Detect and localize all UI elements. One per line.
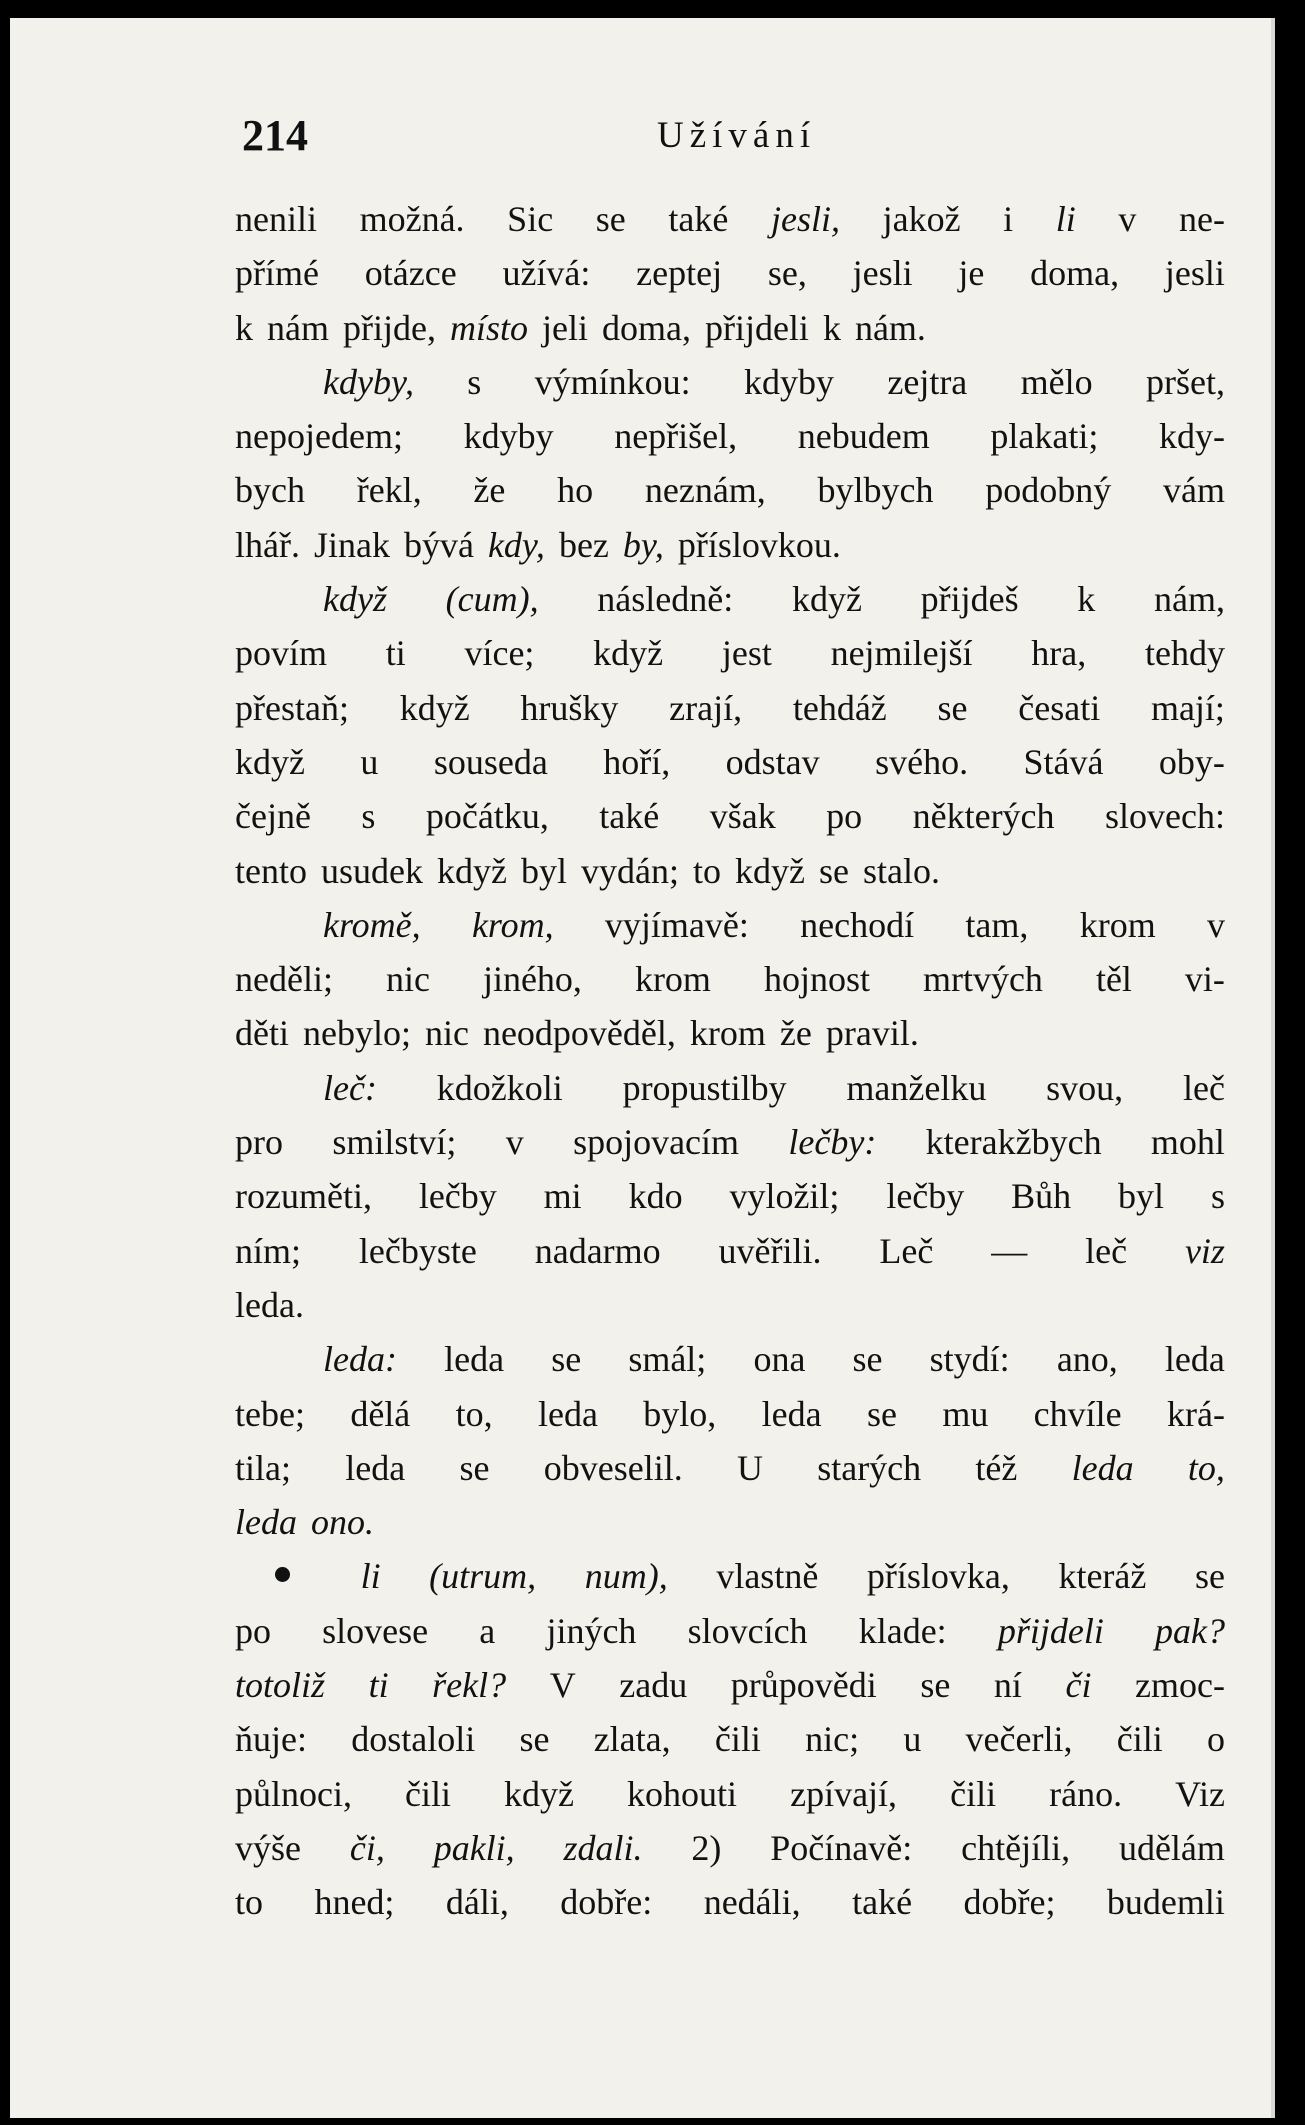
- word: U: [736, 1447, 763, 1488]
- word: ono.: [310, 1502, 374, 1543]
- text-line: [235, 844, 1225, 898]
- word: to: [692, 850, 721, 891]
- word: udělám: [1118, 1827, 1225, 1868]
- word: výmínkou:: [534, 361, 691, 402]
- word: i: [1003, 199, 1014, 239]
- text-line: [235, 1875, 1225, 1929]
- word: vydán;: [580, 850, 679, 891]
- word: jesli: [1164, 253, 1225, 294]
- word: leda: [345, 1447, 406, 1488]
- word: leda: [1164, 1339, 1225, 1380]
- word: hned;: [314, 1882, 395, 1923]
- text-line: [235, 1278, 1225, 1332]
- text-line: [235, 463, 1225, 517]
- word: lhář.: [235, 524, 300, 565]
- word: jiných: [546, 1610, 637, 1651]
- word: ona: [753, 1339, 806, 1380]
- word: jest: [721, 633, 772, 674]
- word: krom,: [471, 904, 554, 945]
- word: kterakžbych: [925, 1122, 1102, 1163]
- word: jakož: [882, 199, 961, 239]
- word: bych: [235, 470, 305, 511]
- word: se: [818, 850, 849, 891]
- word: nám,: [1153, 579, 1225, 620]
- word: jeli: [541, 307, 588, 348]
- word: propustilby: [622, 1067, 787, 1108]
- word: to,: [1187, 1447, 1225, 1488]
- word: (cum),: [445, 579, 539, 620]
- word: příslovka,: [866, 1556, 1010, 1597]
- word: totoliž: [235, 1665, 326, 1706]
- word: to,: [455, 1393, 493, 1434]
- word: zlata,: [593, 1719, 671, 1760]
- word: v: [1207, 904, 1225, 945]
- word: možná.: [359, 199, 465, 239]
- word: budemli: [1106, 1882, 1225, 1923]
- word: byl: [1118, 1176, 1165, 1217]
- word: viz: [1184, 1230, 1225, 1271]
- word: některých: [912, 796, 1055, 837]
- text-line: [235, 1658, 1225, 1712]
- word: neděli;: [235, 959, 333, 1000]
- word: k: [1077, 579, 1096, 620]
- word: kteráž: [1058, 1556, 1147, 1597]
- word: přijde,: [342, 307, 436, 348]
- word: dobře;: [963, 1882, 1056, 1923]
- word: však: [709, 796, 776, 837]
- word: ho: [557, 470, 594, 511]
- word: zrají,: [669, 687, 743, 728]
- word: dáli,: [445, 1882, 509, 1923]
- text-line: [235, 1441, 1225, 1495]
- word: leč:: [323, 1067, 377, 1108]
- word: čili: [405, 1773, 451, 1814]
- word: nepojedem;: [235, 416, 403, 457]
- word: kohouti: [627, 1773, 738, 1814]
- text-line: [235, 246, 1225, 300]
- word: kdo: [628, 1176, 683, 1217]
- word: přijdeli: [704, 307, 809, 348]
- word: stydí:: [929, 1339, 1010, 1380]
- word: zadu: [619, 1665, 688, 1706]
- word: krom: [1079, 904, 1156, 945]
- word: když: [436, 850, 507, 891]
- word: Počínavě:: [770, 1827, 913, 1868]
- word: se: [920, 1665, 951, 1706]
- word: ňuje:: [235, 1719, 307, 1760]
- word: leda: [235, 1502, 297, 1543]
- word: obveselil.: [543, 1447, 683, 1488]
- word: num),: [584, 1556, 668, 1597]
- word: jesli: [852, 253, 913, 294]
- word: souseda: [433, 741, 548, 782]
- word: —: [991, 1230, 1028, 1271]
- page-number: 214: [242, 111, 308, 160]
- word: u: [360, 741, 379, 782]
- text-line: [235, 355, 1225, 409]
- word: následně:: [597, 579, 734, 620]
- word: zdali.: [563, 1827, 643, 1868]
- word: se: [519, 1719, 550, 1760]
- word: manželku: [846, 1067, 987, 1108]
- word: se: [595, 199, 626, 239]
- word: hra,: [1031, 633, 1087, 674]
- word: chvíle: [1033, 1393, 1122, 1434]
- word: se: [852, 1339, 883, 1380]
- word: povím: [235, 633, 328, 674]
- word: večerli,: [965, 1719, 1073, 1760]
- word: výše: [235, 1827, 301, 1868]
- book-page: [10, 18, 1275, 2118]
- word: by,: [622, 524, 664, 565]
- text-line: [235, 735, 1225, 789]
- word: když: [734, 850, 805, 891]
- word: po: [826, 796, 863, 837]
- text-line: [235, 898, 1225, 952]
- word: leda: [537, 1393, 598, 1434]
- word: ním;: [235, 1230, 302, 1271]
- word: také: [599, 796, 660, 837]
- word: krá-: [1166, 1393, 1225, 1434]
- word: se: [1194, 1556, 1225, 1597]
- word: tebe;: [235, 1393, 305, 1434]
- word: starých: [817, 1447, 922, 1488]
- word: usudek: [320, 850, 423, 891]
- word: přestaň;: [235, 687, 349, 728]
- word: kdyby: [463, 416, 554, 457]
- word: tehdy: [1144, 633, 1225, 674]
- word: když: [399, 687, 470, 728]
- word: slovech:: [1105, 796, 1225, 837]
- word: příslovkou.: [677, 524, 841, 565]
- word: či: [1065, 1665, 1092, 1706]
- text-line: [235, 192, 1225, 246]
- word: svou,: [1046, 1067, 1124, 1108]
- text-line: [235, 301, 1225, 355]
- text-line: [235, 1115, 1225, 1169]
- text-line: [235, 1006, 1225, 1060]
- text-line: [235, 1604, 1225, 1658]
- word: se,: [767, 253, 807, 294]
- word: kdy-: [1158, 416, 1225, 457]
- word: pro: [235, 1122, 283, 1163]
- word: užívá:: [502, 253, 591, 294]
- word: leda.: [235, 1284, 304, 1325]
- text-line: [235, 1549, 1225, 1603]
- word: že: [779, 1013, 812, 1054]
- word: čili: [714, 1719, 761, 1760]
- word: Sic: [507, 199, 554, 239]
- word: zeptej: [636, 253, 723, 294]
- word: ráno.: [1049, 1773, 1123, 1814]
- text-line: [235, 1387, 1225, 1441]
- word: kdyby: [744, 361, 835, 402]
- word: tento: [235, 850, 307, 891]
- word: nám: [267, 307, 329, 348]
- word: ti: [385, 633, 406, 674]
- word: mi: [543, 1176, 582, 1217]
- word: a: [479, 1610, 496, 1651]
- word: slovcích: [687, 1610, 808, 1651]
- word: mohl: [1150, 1122, 1225, 1163]
- word: bývá: [403, 524, 474, 565]
- word: když: [323, 579, 387, 620]
- word: Bůh: [1011, 1176, 1072, 1217]
- word: se: [937, 687, 968, 728]
- word: leda:: [323, 1339, 397, 1380]
- text-line: [235, 681, 1225, 735]
- word: kdy,: [487, 524, 545, 565]
- word: krom: [689, 1013, 766, 1054]
- word: odstav: [725, 741, 820, 782]
- word: hrušky: [520, 687, 619, 728]
- word: jesli,: [770, 199, 840, 239]
- word: pak?: [1155, 1610, 1225, 1651]
- word: v: [1118, 199, 1137, 239]
- word: se: [551, 1339, 582, 1380]
- word: spojovacím: [573, 1122, 740, 1163]
- word: 2): [691, 1827, 722, 1868]
- word: více;: [464, 633, 535, 674]
- word: k: [822, 307, 841, 348]
- word: lečby:: [788, 1122, 877, 1163]
- word: nenili: [235, 199, 317, 239]
- word: lečby: [886, 1176, 965, 1217]
- word: těl: [1095, 959, 1132, 1000]
- word: nic: [424, 1013, 469, 1054]
- word: tila;: [235, 1447, 291, 1488]
- word: nedáli,: [703, 1882, 801, 1923]
- word: nám.: [854, 307, 926, 348]
- word: také: [668, 199, 729, 239]
- word: ne-: [1179, 199, 1225, 239]
- text-line: [235, 518, 1225, 572]
- word: pakli,: [433, 1827, 515, 1868]
- word: česati: [1018, 687, 1101, 728]
- word: doma,: [1030, 253, 1120, 294]
- word: Viz: [1175, 1773, 1225, 1814]
- word: to: [235, 1882, 264, 1923]
- word: svého.: [875, 741, 969, 782]
- word: nepřišel,: [614, 416, 738, 457]
- word: V: [549, 1665, 576, 1706]
- word: když: [504, 1773, 575, 1814]
- word: krom: [634, 959, 711, 1000]
- word: mu: [942, 1393, 989, 1434]
- word: mají;: [1150, 687, 1225, 728]
- word: li: [360, 1556, 381, 1597]
- text-line: [235, 789, 1225, 843]
- word: leč: [1085, 1230, 1128, 1271]
- word: děti: [235, 1013, 289, 1054]
- word: tehdáž: [792, 687, 887, 728]
- word: Stává: [1023, 741, 1104, 782]
- word: uvěřili.: [718, 1230, 822, 1271]
- word: kdožkoli: [436, 1067, 563, 1108]
- word: když: [791, 579, 862, 620]
- text-line: [235, 572, 1225, 626]
- word: lečbyste: [358, 1230, 477, 1271]
- word: li: [1055, 199, 1076, 239]
- body-text: [235, 192, 1225, 1930]
- word: nic;: [805, 1719, 860, 1760]
- word: byl: [520, 850, 567, 891]
- word: vyjímavě:: [604, 904, 749, 945]
- text-line: [235, 1061, 1225, 1115]
- word: doma,: [601, 307, 691, 348]
- text-line: [235, 1169, 1225, 1223]
- word: průpovědi: [730, 1665, 877, 1706]
- word: (utrum,: [429, 1556, 537, 1597]
- word: pršet,: [1145, 361, 1225, 402]
- word: lečby: [418, 1176, 497, 1217]
- word: nejmilejší: [830, 633, 973, 674]
- word: ano,: [1056, 1339, 1118, 1380]
- text-line: [235, 1332, 1225, 1386]
- word: přijdeli: [997, 1610, 1104, 1651]
- word: slovese: [322, 1610, 429, 1651]
- word: když: [593, 633, 664, 674]
- word: jiného,: [482, 959, 582, 1000]
- word: Jinak: [313, 524, 390, 565]
- word: hoří,: [603, 741, 671, 782]
- text-line: [235, 626, 1225, 680]
- word: smilství;: [332, 1122, 457, 1163]
- word: leda: [444, 1339, 505, 1380]
- word: bylbych: [817, 470, 934, 511]
- word: bez: [558, 524, 609, 565]
- word: vyložil;: [729, 1176, 840, 1217]
- word: leč: [1182, 1067, 1225, 1108]
- word: ní: [993, 1665, 1022, 1706]
- word: po: [235, 1610, 271, 1651]
- word: též: [975, 1447, 1018, 1488]
- word: nadarmo: [534, 1230, 661, 1271]
- word: se: [866, 1393, 897, 1434]
- word: smál;: [628, 1339, 707, 1380]
- word: pravil.: [825, 1013, 919, 1054]
- word: chtějíli,: [961, 1827, 1071, 1868]
- word: přímé: [235, 253, 319, 294]
- word: dobře:: [560, 1882, 653, 1923]
- text-line: [235, 952, 1225, 1006]
- word: neodpověděl,: [482, 1013, 676, 1054]
- word: je: [958, 253, 985, 294]
- word: přijdeš: [920, 579, 1019, 620]
- word: s: [361, 796, 376, 837]
- word: když: [235, 741, 305, 782]
- word: ti: [368, 1665, 389, 1706]
- word: čejně: [235, 796, 311, 837]
- word: klade:: [858, 1610, 947, 1651]
- word: leda: [761, 1393, 822, 1434]
- word: místo: [449, 307, 528, 348]
- word: s: [467, 361, 482, 402]
- word: vi-: [1184, 959, 1225, 1000]
- running-title: Užívání: [657, 115, 817, 156]
- word: leda: [1071, 1447, 1134, 1488]
- text-line: [235, 409, 1225, 463]
- word: Leč: [879, 1230, 934, 1271]
- word: dostaloli: [351, 1719, 476, 1760]
- word: tam,: [965, 904, 1029, 945]
- word: zpívají,: [790, 1773, 898, 1814]
- word: v: [505, 1122, 524, 1163]
- word: že: [473, 470, 506, 511]
- text-line: [235, 1224, 1225, 1278]
- word: oby-: [1158, 741, 1225, 782]
- word: mělo: [1020, 361, 1093, 402]
- word: rozuměti,: [235, 1176, 372, 1217]
- word: plakati;: [990, 416, 1099, 457]
- text-line: [235, 1821, 1225, 1875]
- word: čili: [1116, 1719, 1163, 1760]
- word: hojnost: [763, 959, 870, 1000]
- word: s: [1210, 1176, 1225, 1217]
- word: k: [235, 307, 253, 348]
- word: nebudem: [797, 416, 930, 457]
- word: bylo,: [643, 1393, 717, 1434]
- word: u: [903, 1719, 922, 1760]
- word: půlnoci,: [235, 1773, 352, 1814]
- word: čili: [950, 1773, 997, 1814]
- word: kdyby,: [323, 361, 414, 402]
- word: zejtra: [887, 361, 968, 402]
- word: nebylo;: [302, 1013, 411, 1054]
- text-line: [235, 1712, 1225, 1766]
- word: také: [852, 1882, 913, 1923]
- word: neznám,: [644, 470, 766, 511]
- word: řekl,: [356, 470, 422, 511]
- word: vlastně: [716, 1556, 819, 1597]
- word: mrtvých: [922, 959, 1043, 1000]
- word: dělá: [350, 1393, 411, 1434]
- text-line: [235, 1495, 1225, 1549]
- word: zmoc-: [1135, 1665, 1225, 1706]
- word: podobný: [985, 470, 1112, 511]
- page-header: [10, 110, 1271, 170]
- word: počátku,: [425, 796, 549, 837]
- word: otázce: [364, 253, 457, 294]
- word: nechodí: [800, 904, 915, 945]
- word: řekl?: [432, 1665, 507, 1706]
- word: stalo.: [862, 850, 940, 891]
- word: se: [459, 1447, 490, 1488]
- word: nic: [385, 959, 430, 1000]
- text-line: [235, 1767, 1225, 1821]
- word: vám: [1162, 470, 1225, 511]
- word: o: [1206, 1719, 1225, 1760]
- word: či,: [349, 1827, 385, 1868]
- word: kromě,: [323, 904, 421, 945]
- bullet-icon: [275, 1567, 290, 1582]
